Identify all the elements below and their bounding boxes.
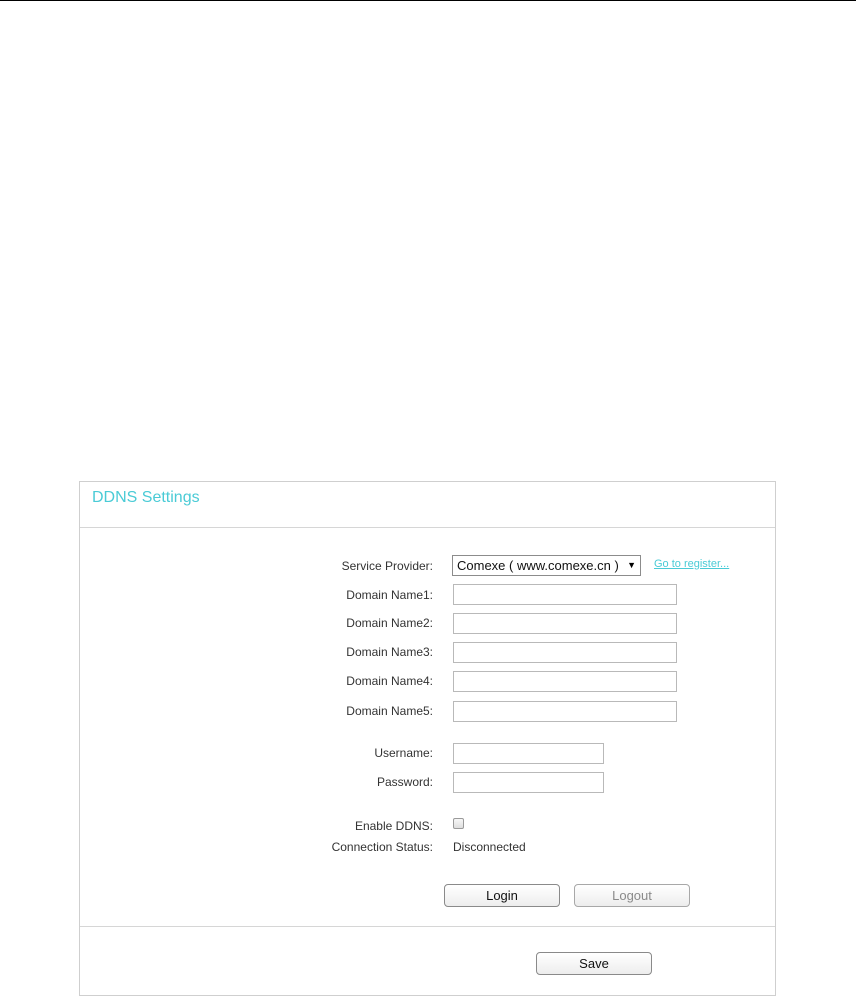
domain-name5-label: Domain Name5: [346, 704, 433, 718]
logout-button[interactable]: Logout [574, 884, 690, 907]
service-provider-value: Comexe ( www.comexe.cn ) [457, 558, 619, 573]
username-input[interactable] [453, 743, 604, 764]
triangle-down-icon: ▼ [624, 556, 636, 575]
enable-ddns-label: Enable DDNS: [354, 819, 433, 833]
ddns-settings-panel [79, 481, 776, 996]
enable-ddns-checkbox[interactable] [453, 818, 464, 829]
domain-name2-label: Domain Name2: [346, 616, 433, 630]
domain-name4-input[interactable] [453, 671, 677, 692]
service-provider-label: Service Provider: [341, 559, 433, 573]
domain-name1-input[interactable] [453, 584, 677, 605]
connection-status-value: Disconnected [453, 840, 526, 854]
footer-divider [80, 926, 775, 927]
domain-name2-input[interactable] [453, 613, 677, 634]
domain-name4-label: Domain Name4: [346, 674, 433, 688]
service-provider-select[interactable] [452, 555, 641, 576]
password-label: Password: [376, 775, 433, 789]
login-button[interactable]: Login [444, 884, 560, 907]
save-button[interactable]: Save [536, 952, 652, 975]
go-to-register-link[interactable]: Go to register... [654, 558, 730, 570]
top-rule [0, 0, 856, 1]
domain-name3-input[interactable] [453, 642, 677, 663]
domain-name5-input[interactable] [453, 701, 677, 722]
username-label: Username: [374, 746, 433, 760]
connection-status-label: Connection Status: [331, 840, 433, 854]
title-divider [80, 527, 775, 528]
domain-name3-label: Domain Name3: [346, 645, 433, 659]
domain-name1-label: Domain Name1: [346, 588, 433, 602]
password-input[interactable] [453, 772, 604, 793]
panel-title: DDNS Settings [92, 489, 200, 506]
